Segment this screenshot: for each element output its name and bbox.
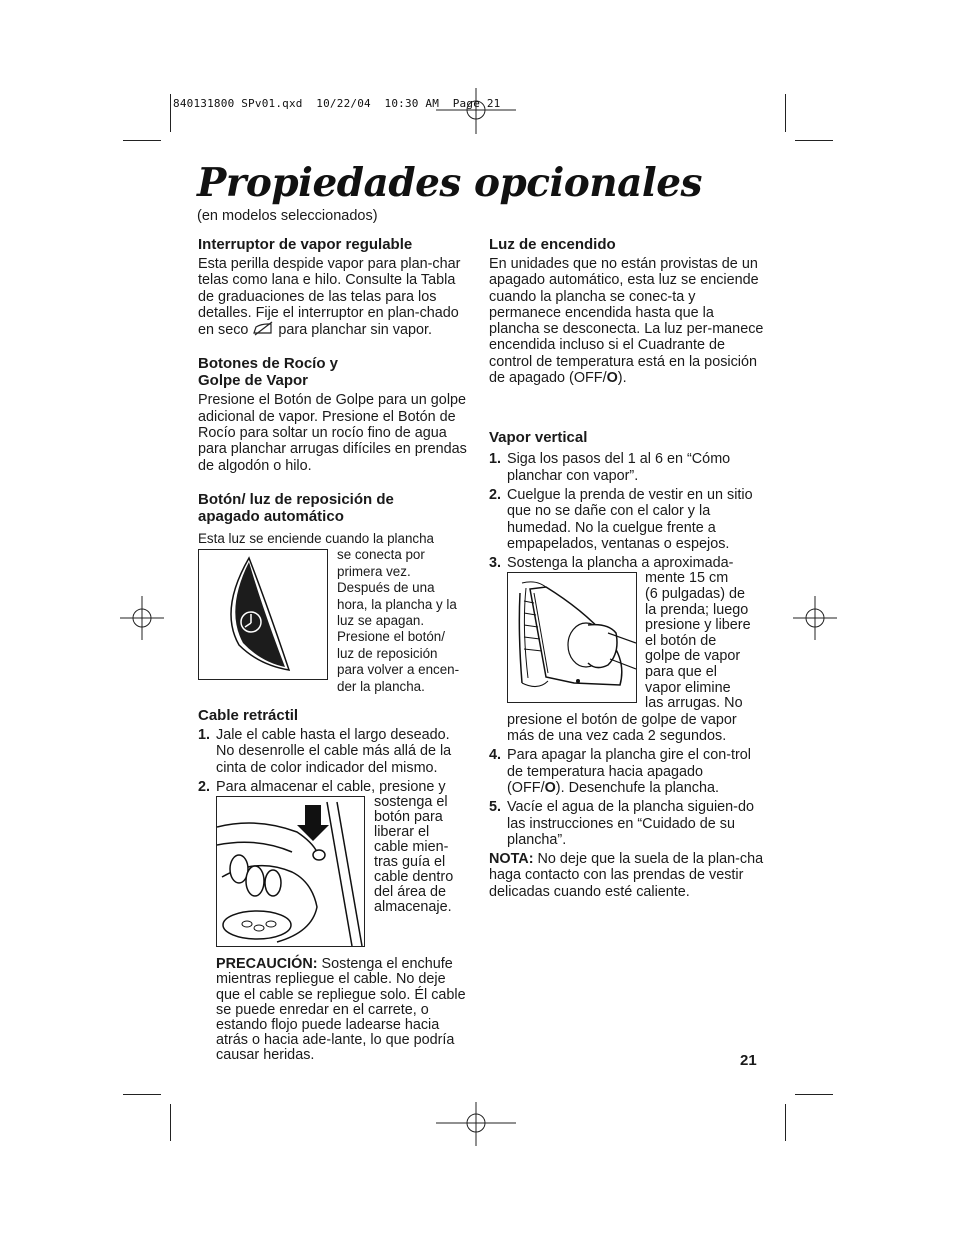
- reset-line: Después de una: [337, 580, 435, 596]
- reset-button-figure: [198, 549, 328, 680]
- vertical-steam-heading: Vapor vertical: [489, 429, 588, 447]
- reset-figure-row: [198, 547, 470, 695]
- reset-body-lines: [337, 547, 459, 695]
- page-subtitle: (en modelos seleccionados): [197, 208, 378, 224]
- vertical-step-3-lines: [645, 571, 751, 711]
- reset-intro: Esta luz se enciende cuando la plancha: [198, 530, 434, 546]
- spray-section: [198, 355, 470, 473]
- vertical-step-5-text: Vacíe el agua de la plancha siguien-do las instrucciones en “Cuidado de su plancha”.: [507, 799, 754, 848]
- reset-line: se conecta por: [337, 547, 425, 563]
- cord-figure: [216, 796, 365, 947]
- step-number: 4.: [489, 747, 502, 764]
- vertical-line: golpe de vapor: [645, 648, 741, 665]
- power-light-text: En unidades que no están provistas de un apagado automático, esta luz se enciende cuando la plancha se conec-ta y permanece encendida hasta que la plancha se desconecta. La luz per-manece encendida incluso si el Cuadrante de control de temperatura está en la posición de apagado (OFF/: [489, 256, 764, 387]
- vertical-line: vapor elimine: [645, 679, 731, 696]
- crop-mark: [170, 1104, 171, 1141]
- steam-body: [198, 256, 470, 338]
- caution-text: [216, 957, 470, 1063]
- caution-body: Sostenga el enchufe mientras repliegue el cable. No deje que el cable se repliegue solo. Él cable se puede enredar en el carrete, o estando flojo puede ladearse hacia atrás o hacia ade-lante, lo que podría causar heridas.: [216, 956, 466, 1064]
- crop-mark: [123, 140, 161, 141]
- vertical-steps: [489, 451, 764, 848]
- cord-line: cable dentro: [374, 869, 454, 886]
- cord-line: del área de: [374, 884, 447, 901]
- vertical-step-1: [489, 451, 764, 484]
- crop-mark: [785, 1104, 786, 1141]
- vertical-step-3-text: Sostenga la plancha a aproximada-: [507, 555, 734, 572]
- cord-step-1-text: Jale el cable hasta el largo deseado. No desenrolle el cable más allá de la cinta de color indicador del mismo.: [216, 727, 452, 776]
- vertical-steam-figure: [507, 572, 637, 703]
- cord-line: cable mien-: [374, 839, 449, 856]
- reset-line: hora, la plancha y la: [337, 596, 457, 612]
- steam-heading: Interruptor de vapor regulable: [198, 236, 413, 253]
- cord-line: botón para: [374, 809, 443, 826]
- page-number: 21: [740, 1052, 757, 1069]
- off-symbol: O: [606, 370, 618, 387]
- vertical-step-2-text: Cuelgue la prenda de vestir en un sitio que no se dañe con el calor y la humedad. No la cuelgue frente a empapelados, ventanas o espejos.: [507, 486, 753, 552]
- power-light-heading: Luz de encendido: [489, 236, 616, 253]
- cord-line: liberar el: [374, 824, 430, 841]
- print-slug: 840131800 SPv01.qxd 10/22/04 10:30 AM Page 21: [173, 97, 501, 110]
- crop-mark: [123, 1094, 161, 1095]
- cord-heading: Cable retráctil: [198, 707, 299, 725]
- reset-heading-line2: apagado automático: [198, 507, 344, 525]
- right-column: [489, 236, 764, 900]
- vertical-line: presione y libere: [645, 617, 751, 634]
- vertical-step-4: [489, 747, 764, 796]
- steam-section: [198, 236, 470, 338]
- off-symbol: O: [544, 779, 556, 796]
- cord-retract-illustration: [217, 797, 364, 946]
- cord-step-2-text: Para almacenar el cable, presione y: [216, 778, 446, 795]
- cord-figure-row: [216, 795, 470, 947]
- reset-line: Presione el botón/: [337, 629, 445, 645]
- crop-mark: [795, 140, 833, 141]
- page-title: Propiedades opcionales: [197, 160, 703, 206]
- spray-heading-line1: Botones de Rocío y: [198, 355, 339, 373]
- vertical-line: mente 15 cm: [645, 570, 729, 587]
- power-light-section: [489, 236, 764, 386]
- cord-line: almacenaje.: [374, 899, 452, 916]
- step-number: 3.: [489, 555, 502, 572]
- crop-mark: [795, 1094, 833, 1095]
- reset-heading: [198, 491, 470, 525]
- note-body: No deje que la suela de la plan-cha haga contacto con las prendas de vestir delicadas cuando esté caliente.: [489, 851, 764, 900]
- reset-heading-line1: Botón/ luz de reposición de: [198, 490, 394, 508]
- power-light-body: [489, 256, 764, 386]
- dry-iron-icon: [252, 321, 274, 336]
- vertical-step-4-text-end: ). Desenchufe la plancha.: [555, 779, 719, 796]
- vertical-line: la prenda; luego: [645, 601, 749, 618]
- vertical-step-3: [489, 555, 764, 744]
- spray-heading-line2: Golpe de Vapor: [198, 372, 309, 390]
- left-column: [198, 236, 470, 1081]
- step-number: 1.: [198, 727, 211, 744]
- reset-line: para volver a encen-: [337, 662, 460, 678]
- caution-label: PRECAUCIÓN:: [216, 956, 318, 973]
- step-number: 2.: [198, 778, 211, 795]
- cord-line: tras guía el: [374, 854, 446, 871]
- vertical-line: para que el: [645, 664, 718, 681]
- cord-section: [198, 707, 470, 1064]
- cord-step-2: [198, 779, 470, 1064]
- vertical-step-5: [489, 799, 764, 848]
- registration-mark-bottom: [436, 1102, 516, 1146]
- vertical-step-4-text: Para apagar la plancha gire el con-trol de temperatura hacia apagado (OFF/: [507, 747, 751, 796]
- cord-line: sostenga el: [374, 794, 448, 811]
- registration-mark-left: [120, 596, 164, 640]
- vertical-figure-row: [507, 571, 764, 711]
- step-number: 1.: [489, 451, 502, 468]
- vertical-step-3-tail: presione el botón de golpe de vapor más de una vez cada 2 segundos.: [507, 711, 737, 745]
- reset-line: luz de reposición: [337, 645, 438, 661]
- steam-body-text: Esta perilla despide vapor para plan-char telas como lana e hilo. Consulte la Tabla de graduaciones de las telas para los detalles. Fije el interruptor en plan-chado en seco: [198, 256, 461, 339]
- vertical-line: el botón de: [645, 632, 717, 649]
- vertical-steam-section: [489, 429, 764, 900]
- registration-mark-right: [793, 596, 837, 640]
- vertical-line: (6 pulgadas) de: [645, 586, 746, 603]
- note-text: [489, 851, 764, 900]
- registration-mark-top: [436, 88, 516, 134]
- spray-heading: [198, 355, 470, 389]
- step-number: 5.: [489, 799, 502, 816]
- cord-step-1: [198, 727, 470, 776]
- reset-section: [198, 491, 470, 695]
- reset-button-illustration: [199, 550, 327, 679]
- cord-steps: [198, 727, 470, 1064]
- spray-body: Presione el Botón de Golpe para un golpe adicional de vapor. Presione el Botón de Rocío para soltar un rocío fino de agua para planchar arrugas difíciles en prendas de algodón o hilo.: [198, 392, 467, 474]
- crop-mark: [170, 94, 171, 132]
- reset-line: primera vez.: [337, 563, 411, 579]
- steam-body-text-end: para planchar sin vapor.: [274, 322, 433, 339]
- note-label: NOTA:: [489, 851, 534, 868]
- power-light-text-end: ).: [617, 370, 627, 387]
- vertical-line: las arrugas. No: [645, 695, 743, 712]
- reset-line: der la plancha.: [337, 678, 425, 694]
- cord-step-2-lines: [374, 795, 453, 947]
- vertical-steam-illustration: [508, 573, 636, 702]
- step-number: 2.: [489, 486, 502, 503]
- reset-line: luz se apagan.: [337, 613, 425, 628]
- crop-mark: [785, 94, 786, 132]
- vertical-step-2: [489, 487, 764, 552]
- vertical-step-1-text: Siga los pasos del 1 al 6 en “Cómo planchar con vapor”.: [507, 451, 731, 484]
